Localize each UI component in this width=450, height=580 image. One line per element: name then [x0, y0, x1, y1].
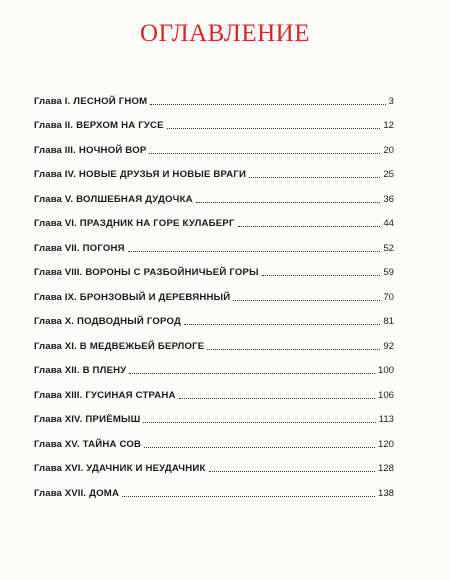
chapter-number: Глава VI. — [34, 218, 77, 229]
page-number: 81 — [383, 316, 394, 327]
toc-entry — [34, 229, 394, 254]
chapter-title: НОВЫЕ ДРУЗЬЯ И НОВЫЕ ВРАГИ — [78, 169, 247, 180]
page-number: 3 — [388, 95, 394, 107]
toc-entry — [34, 205, 394, 230]
chapter-title: ВОРОНЫ С РАЗБОЙНИЧЬЕЙ ГОРЫ — [85, 267, 259, 278]
page-number: 100 — [377, 365, 394, 376]
page-number: 59 — [383, 267, 394, 278]
toc-entry — [34, 474, 394, 499]
toc-entry — [34, 352, 394, 377]
chapter-title: ПРИЁМЫШ — [85, 414, 141, 425]
chapter-number: Глава II. — [34, 120, 74, 131]
page-number: 36 — [383, 193, 394, 205]
page-number: 20 — [383, 144, 394, 156]
dot-leader — [149, 153, 380, 154]
page-number: 92 — [383, 340, 394, 352]
page-number: 25 — [383, 169, 394, 180]
dot-leader — [129, 373, 375, 374]
chapter-title: ГУСИНАЯ СТРАНА — [85, 389, 176, 401]
page-number: 12 — [383, 120, 394, 131]
toc-entry-label — [34, 267, 259, 278]
page-number: 70 — [383, 291, 394, 303]
toc-entry — [34, 401, 394, 426]
chapter-title: В МЕДВЕЖЬЕЙ БЕРЛОГЕ — [79, 340, 205, 352]
chapter-number: Глава XVII. — [34, 487, 87, 499]
chapter-title: БРОНЗОВЫЙ И ДЕРЕВЯННЫЙ — [79, 291, 231, 303]
toc-entry-label — [34, 316, 181, 327]
chapter-number: Глава XIII. — [34, 389, 83, 401]
chapter-number: Глава VIII. — [34, 267, 83, 278]
chapter-number: Глава IX. — [34, 291, 77, 303]
toc-entry — [34, 82, 394, 107]
chapter-title: ВОЛШЕБНАЯ ДУДОЧКА — [76, 193, 193, 205]
chapter-number: Глава IV. — [34, 169, 76, 180]
toc-entry-label — [34, 463, 206, 474]
dot-leader — [179, 398, 375, 399]
toc-entry-label — [34, 414, 140, 425]
dot-leader — [144, 447, 375, 448]
toc-entry-label — [34, 365, 126, 376]
page-number: 44 — [383, 218, 394, 229]
page-number: 138 — [377, 487, 394, 499]
toc-entry-label — [34, 194, 193, 205]
toc-entry — [34, 131, 394, 156]
toc-entry — [34, 303, 394, 328]
dot-leader — [249, 177, 380, 178]
toc-entry-label — [34, 145, 146, 156]
chapter-title: ВЕРХОМ НА ГУСЕ — [76, 120, 164, 131]
page-number: 120 — [377, 438, 394, 450]
chapter-title: В ПЛЕНУ — [82, 365, 127, 376]
toc-entry — [34, 156, 394, 181]
chapter-number: Глава XI. — [34, 340, 77, 352]
chapter-title: ПОДВОДНЫЙ ГОРОД — [77, 316, 182, 327]
toc-entry-label — [34, 169, 246, 180]
page-number: 113 — [378, 414, 394, 425]
dot-leader — [184, 324, 380, 325]
toc-entry — [34, 327, 394, 352]
chapter-number: Глава XIV. — [34, 414, 83, 425]
chapter-number: Глава XVI. — [34, 463, 84, 474]
chapter-number: Глава I. — [34, 95, 71, 107]
chapter-number: Глава V. — [34, 193, 74, 205]
page-title: ОГЛАВЛЕНИЕ — [140, 20, 310, 47]
dot-leader — [128, 251, 381, 252]
toc-entry-label — [34, 488, 119, 499]
toc-entry — [34, 450, 394, 475]
toc-entry — [34, 107, 394, 132]
chapter-title: ДОМА — [89, 487, 120, 499]
page-number: 128 — [377, 463, 394, 474]
dot-leader — [122, 496, 375, 497]
chapter-number: Глава X. — [34, 316, 75, 327]
chapter-number: Глава XV. — [34, 438, 80, 450]
toc-entry-label — [34, 390, 176, 401]
toc-entry-label — [34, 243, 125, 254]
toc-entry-label — [34, 218, 235, 229]
chapter-title: ПРАЗДНИК НА ГОРЕ КУЛАБЕРГ — [79, 218, 235, 229]
dot-leader — [209, 471, 375, 472]
table-of-contents — [34, 82, 394, 499]
page-number: 106 — [377, 389, 394, 401]
toc-entry-label — [34, 341, 204, 352]
chapter-number: Глава VII. — [34, 242, 80, 254]
dot-leader — [207, 349, 380, 350]
dot-leader — [238, 226, 381, 227]
toc-entry-label — [34, 439, 141, 450]
toc-entry-label — [34, 96, 147, 107]
chapter-title: ПОГОНЯ — [82, 242, 125, 254]
toc-entry — [34, 425, 394, 450]
dot-leader — [150, 104, 385, 105]
chapter-number: Глава III. — [34, 144, 76, 156]
chapter-title: УДАЧНИК И НЕУДАЧНИК — [86, 463, 206, 474]
dot-leader — [196, 202, 381, 203]
toc-entry-label — [34, 120, 164, 131]
dot-leader — [233, 300, 380, 301]
toc-entry — [34, 376, 394, 401]
page-number: 52 — [383, 242, 394, 254]
chapter-title: НОЧНОЙ ВОР — [78, 144, 147, 156]
toc-entry — [34, 254, 394, 279]
chapter-title: ТАЙНА СОВ — [82, 438, 142, 450]
toc-entry — [34, 278, 394, 303]
toc-entry-label — [34, 292, 230, 303]
chapter-title: ЛЕСНОЙ ГНОМ — [73, 95, 148, 107]
dot-leader — [262, 275, 381, 276]
chapter-number: Глава XII. — [34, 365, 80, 376]
toc-entry — [34, 180, 394, 205]
dot-leader — [143, 422, 375, 423]
dot-leader — [167, 128, 381, 129]
